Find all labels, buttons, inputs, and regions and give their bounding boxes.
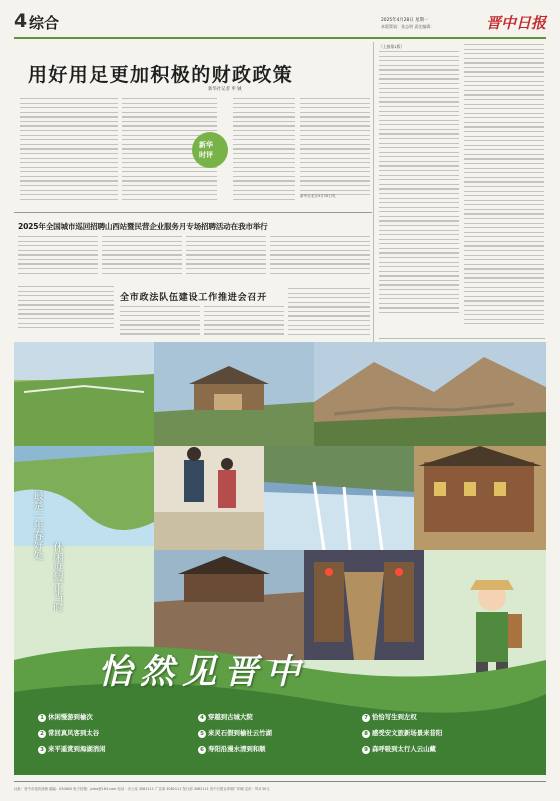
- destination-item: [38, 728, 99, 738]
- law-article-left-body: [18, 286, 114, 334]
- editor-line: 本版策划：张志明 责任编辑：: [381, 24, 435, 29]
- law-article-body-a: [120, 306, 200, 340]
- section-label: 综合: [29, 14, 60, 32]
- poem-column-2: 休闲度假正当时: [51, 542, 62, 612]
- lead-article-title: 用好用足更加积极的财政政策: [28, 64, 294, 86]
- destination-text: 来平遥赏到海湖消闲: [48, 745, 106, 753]
- badge-top-text: 新华: [199, 141, 213, 149]
- lead-article-body-col3: [233, 98, 295, 202]
- tourism-feature: [14, 342, 546, 775]
- jobs-article-title: 2025年全国城市巡回招聘山西站暨民营企业服务月专场招聘活动在我市举行: [18, 222, 268, 231]
- destination-number: 5: [198, 730, 206, 738]
- right-column-intro: （上接第1版）: [379, 44, 405, 49]
- right-column-body-a: [379, 51, 459, 321]
- waterfall-photo: [264, 446, 414, 550]
- poem-column-1: 最是一年春好处: [31, 490, 42, 560]
- right-column-body-b: [464, 44, 544, 334]
- destination-number: 9: [362, 746, 370, 754]
- header-rule: [14, 37, 546, 39]
- street-night-photo: [304, 550, 424, 660]
- law-article-body-c: [288, 288, 370, 340]
- destination-text: 常回真风客到太谷: [48, 729, 100, 737]
- destination-text: 休闲慢游到榆次: [48, 713, 93, 721]
- calligraphy-title: 怡然见晋中: [98, 652, 308, 692]
- mountain-wall-photo: [314, 342, 546, 446]
- masthead-logo: 晋中日报: [486, 14, 547, 32]
- destination-item: [362, 728, 442, 738]
- destination-text: 森呼吸到太行人云山藏: [372, 745, 436, 753]
- destination-item: [198, 728, 272, 738]
- destination-item: [362, 712, 417, 722]
- destination-number: 3: [38, 746, 46, 754]
- law-article-title: 全市政法队伍建设工作推进会召开: [120, 293, 268, 303]
- lead-article-body-col4: [300, 98, 370, 202]
- destination-number: 6: [198, 746, 206, 754]
- destination-number: 4: [198, 714, 206, 722]
- greenhouse-photo: [14, 342, 154, 446]
- destination-text: 寿阳沿漫水清到和顺: [208, 745, 266, 753]
- destination-number: 8: [362, 730, 370, 738]
- footer-rule: [14, 781, 546, 782]
- temple-complex-photo: [154, 342, 314, 446]
- destination-item: [362, 744, 436, 754]
- old-town-photo: [414, 446, 546, 550]
- section-rule: [14, 212, 372, 213]
- destination-text: 感受安文旅新场景来昔阳: [372, 729, 443, 737]
- destination-text: 来灵石假到榆社云竹湖: [208, 729, 272, 737]
- lead-article-source: 新华社北京4月28日电: [300, 194, 336, 198]
- badge-bottom-text: 时评: [199, 151, 213, 159]
- tourists-photo: [154, 446, 264, 550]
- issue-date: 2025年4月28日 星期一: [381, 18, 429, 23]
- page-number: 4: [14, 10, 28, 32]
- destination-item: [38, 712, 93, 722]
- jobs-article-body-col4: [270, 236, 370, 278]
- lead-article-body-col1: [20, 98, 118, 202]
- destination-item: [198, 744, 266, 754]
- destination-item: [198, 712, 253, 722]
- photo-collage: [14, 342, 546, 775]
- law-article-body-b: [204, 306, 284, 340]
- destination-number: 7: [362, 714, 370, 722]
- destination-text: 恰恰写生到左权: [372, 713, 417, 721]
- page-header: [14, 10, 546, 36]
- footer-text: 社址：晋中市迎宾西街 邮编：030600 电子信箱：jzrbs@163.com 电话：办公室 3082111 广告部 3082111 发行部 3082111 晋中日报社印刷厂印刷 定价：每月30元: [14, 787, 270, 791]
- jobs-article-body-col2: [102, 236, 182, 278]
- xinhua-commentary-badge: [190, 128, 230, 172]
- jobs-article-body-col3: [186, 236, 266, 278]
- lead-article-byline: 新华社记者 申 铖: [208, 87, 242, 92]
- destination-number: 2: [38, 730, 46, 738]
- jobs-article-body-col1: [18, 236, 98, 278]
- destination-text: 穿越到古城大院: [208, 713, 253, 721]
- destination-number: 1: [38, 714, 46, 722]
- destination-item: [38, 744, 106, 754]
